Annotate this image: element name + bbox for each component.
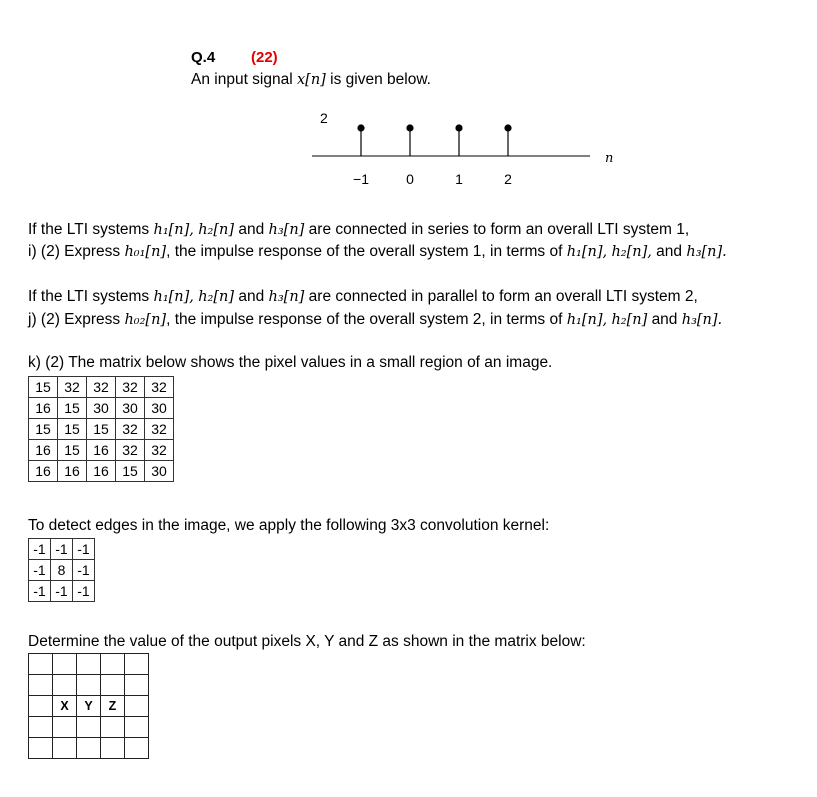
- output-row: [29, 654, 149, 675]
- output-cell: [101, 675, 125, 696]
- stem-marker: [357, 124, 364, 131]
- output-intro: Determine the value of the output pixels X, Y and Z as shown in the matrix below:: [28, 633, 586, 650]
- stem-tick-label: 2: [504, 171, 512, 187]
- kernel-row: [29, 539, 95, 560]
- pixel-cell: 16: [87, 461, 116, 482]
- parallel-h1: h₁[n],: [153, 289, 194, 305]
- parallel-line-2: [28, 310, 722, 330]
- pixel-cell: 16: [58, 461, 87, 482]
- stem-tick-label: −1: [353, 171, 369, 187]
- series-line-1-text-a: If the LTI systems: [28, 221, 150, 238]
- pixel-row: [29, 377, 174, 398]
- series-h1b: h₁[n],: [566, 244, 608, 260]
- output-cell: [125, 696, 149, 717]
- intro-rest: is given below.: [330, 71, 431, 88]
- output-cell: [125, 654, 149, 675]
- stem-tick-label: 0: [406, 171, 414, 187]
- parallel-line-1: [28, 287, 698, 307]
- parallel-h3b: h₃[n].: [681, 312, 723, 328]
- stem-plot: [300, 100, 640, 195]
- pixel-cell: 32: [87, 377, 116, 398]
- pixel-cell: 16: [29, 440, 58, 461]
- stem-marker: [504, 124, 511, 131]
- pixel-cell: 16: [29, 461, 58, 482]
- pixel-cell: 30: [116, 398, 145, 419]
- parallel-ho2: h₀₂[n]: [124, 312, 167, 328]
- series-and-2: and: [656, 243, 683, 260]
- output-cell: [53, 738, 77, 759]
- pixel-cell: 16: [87, 440, 116, 461]
- stem-marker: [406, 124, 413, 131]
- series-line-2: [28, 242, 727, 262]
- kernel-cell: -1: [73, 539, 95, 560]
- parallel-line-1-text-b: are connected in parallel to form an overall LTI system 2,: [308, 288, 698, 305]
- pixel-cell: 32: [116, 419, 145, 440]
- series-line-2-text-b: , the impulse response of the overall system 1, in terms of: [166, 243, 563, 260]
- series-line-2-text-a: i) (2) Express: [28, 243, 121, 260]
- series-line-1-text-b: are connected in series to form an overall LTI system 1,: [308, 221, 690, 238]
- output-cell: [125, 738, 149, 759]
- stem-plot-amplitude-label: 2: [320, 110, 328, 126]
- output-cell: [101, 738, 125, 759]
- parallel-h1b: h₁[n],: [566, 312, 608, 328]
- kernel-matrix: [28, 538, 95, 602]
- output-cell: Y: [77, 696, 101, 717]
- pixel-cell: 32: [145, 377, 174, 398]
- parallel-h3: h₃[n]: [268, 289, 305, 305]
- output-cell: [29, 696, 53, 717]
- output-row: [29, 696, 149, 717]
- kernel-cell: -1: [73, 560, 95, 581]
- pixel-cell: 15: [87, 419, 116, 440]
- pixel-cell: 15: [29, 419, 58, 440]
- parallel-h2b: h₂[n]: [611, 312, 648, 328]
- intro-line: [191, 70, 431, 90]
- pixel-cell: 30: [87, 398, 116, 419]
- output-cell: [29, 717, 53, 738]
- pixel-cell: 15: [29, 377, 58, 398]
- output-cell: [77, 654, 101, 675]
- kernel-cell: -1: [51, 581, 73, 602]
- question-points: (22): [251, 49, 278, 66]
- output-cell: [101, 654, 125, 675]
- question-number: Q.4: [191, 49, 216, 66]
- pixel-cell: 32: [145, 419, 174, 440]
- kernel-cell: -1: [29, 560, 51, 581]
- matrix-intro: k) (2) The matrix below shows the pixel values in a small region of an image.: [28, 354, 553, 371]
- intro-signal-var: x[n]: [297, 72, 326, 88]
- pixel-cell: 30: [145, 398, 174, 419]
- output-row: [29, 717, 149, 738]
- pixel-row: [29, 419, 174, 440]
- output-cell: [125, 675, 149, 696]
- kernel-cell: 8: [51, 560, 73, 581]
- stem-tick-label: 1: [455, 171, 463, 187]
- pixel-cell: 16: [29, 398, 58, 419]
- series-line-1: [28, 220, 689, 240]
- parallel-and-2: and: [651, 311, 678, 328]
- output-row: [29, 675, 149, 696]
- output-matrix: [28, 653, 149, 759]
- output-cell: X: [53, 696, 77, 717]
- pixel-cell: 15: [58, 398, 87, 419]
- pixel-row: [29, 461, 174, 482]
- output-row: [29, 738, 149, 759]
- output-cell: [77, 675, 101, 696]
- kernel-cell: -1: [51, 539, 73, 560]
- parallel-line-2-text-a: j) (2) Express: [28, 311, 121, 328]
- stem-plot-stems: [357, 124, 511, 156]
- pixel-row: [29, 398, 174, 419]
- output-cell: [53, 675, 77, 696]
- series-h2b: h₂[n],: [611, 244, 652, 260]
- stem-plot-axis-label: n: [605, 151, 614, 166]
- parallel-line-2-text-b: , the impulse response of the overall system 2, in terms of: [166, 311, 563, 328]
- pixel-matrix: [28, 376, 174, 482]
- pixel-cell: 15: [58, 419, 87, 440]
- kernel-row: [29, 560, 95, 581]
- output-cell: [101, 717, 125, 738]
- output-cell: Z: [101, 696, 125, 717]
- pixel-cell: 32: [145, 440, 174, 461]
- pixel-cell: 32: [116, 377, 145, 398]
- parallel-line-1-text-a: If the LTI systems: [28, 288, 150, 305]
- output-cell: [29, 654, 53, 675]
- pixel-cell: 15: [116, 461, 145, 482]
- series-and: and: [238, 221, 265, 238]
- output-cell: [53, 717, 77, 738]
- kernel-cell: -1: [29, 539, 51, 560]
- pixel-cell: 32: [116, 440, 145, 461]
- pixel-cell: 30: [145, 461, 174, 482]
- series-h1: h₁[n],: [153, 222, 194, 238]
- pixel-cell: 15: [58, 440, 87, 461]
- kernel-cell: -1: [73, 581, 95, 602]
- series-ho1: h₀₁[n]: [124, 244, 167, 260]
- output-cell: [125, 717, 149, 738]
- series-h2: h₂[n]: [198, 222, 235, 238]
- pixel-cell: 32: [58, 377, 87, 398]
- output-cell: [77, 717, 101, 738]
- series-h3b: h₃[n].: [686, 244, 727, 260]
- output-cell: [53, 654, 77, 675]
- parallel-h2: h₂[n]: [198, 289, 235, 305]
- kernel-intro: To detect edges in the image, we apply the following 3x3 convolution kernel:: [28, 517, 550, 534]
- stem-plot-tick-labels: [353, 171, 512, 187]
- output-cell: [29, 675, 53, 696]
- parallel-and: and: [238, 288, 265, 305]
- pixel-row: [29, 440, 174, 461]
- kernel-row: [29, 581, 95, 602]
- stem-marker: [455, 124, 462, 131]
- intro-text: An input signal: [191, 71, 293, 88]
- kernel-cell: -1: [29, 581, 51, 602]
- output-cell: [29, 738, 53, 759]
- output-cell: [77, 738, 101, 759]
- series-h3: h₃[n]: [268, 222, 305, 238]
